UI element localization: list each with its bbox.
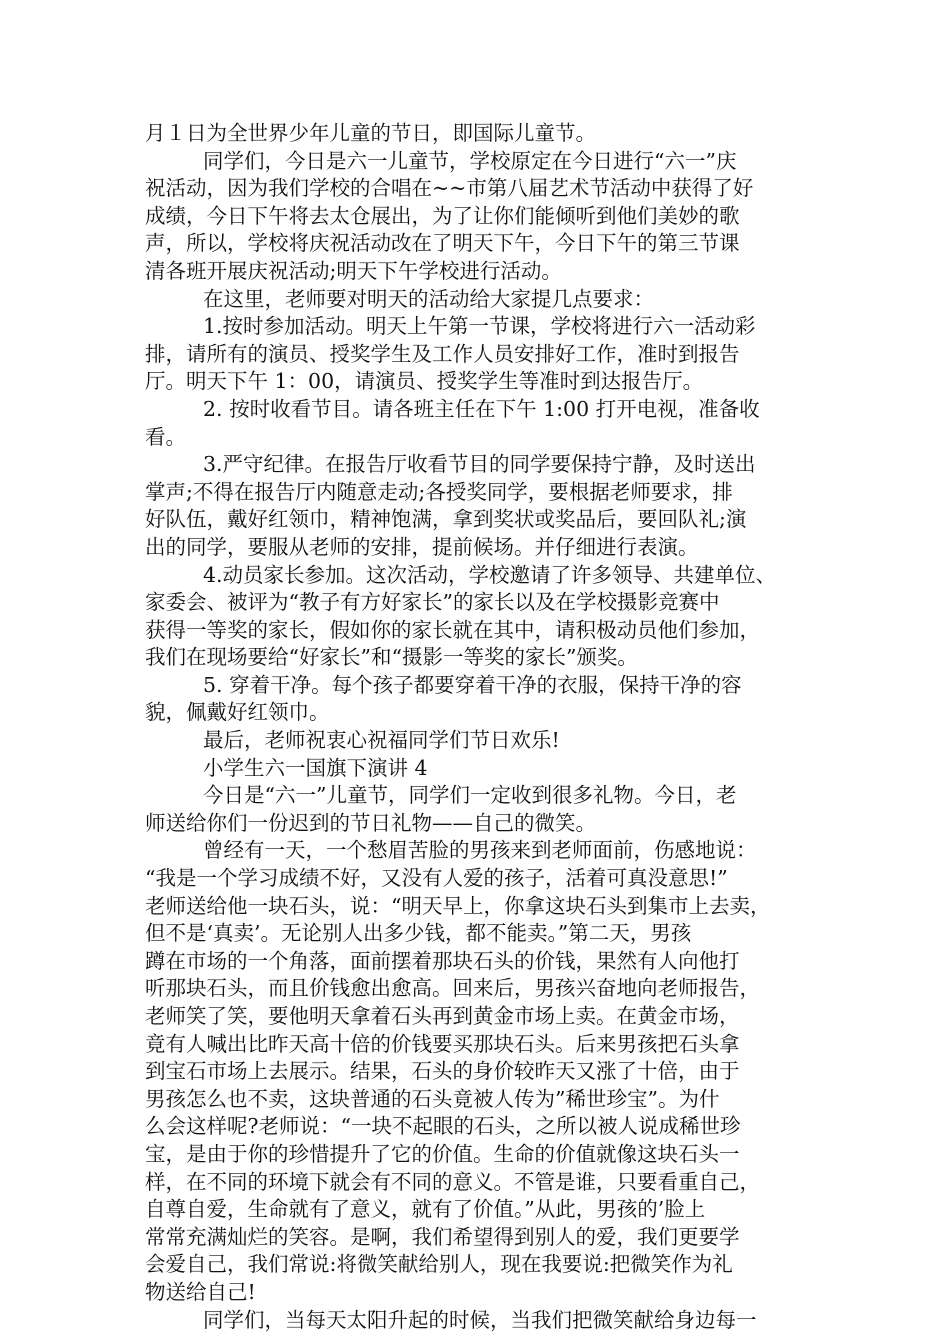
text-line: 1.按时参加活动。明天上午第一节课，学校将进行六一活动彩 <box>203 314 756 339</box>
text-line: 掌声;不得在报告厅内随意走动;各授奖同学，要根据老师要求，排 <box>145 479 733 504</box>
text-line: 曾经有一天，一个愁眉苦脸的男孩来到老师面前，伤感地说： <box>203 838 757 863</box>
text-line: 3.严守纪律。在报告厅收看节目的同学要保持宁静，及时送出 <box>203 452 756 477</box>
text-line: 宝，是由于你的珍惜提升了它的价值。生命的价值就像这块石头一 <box>145 1141 740 1166</box>
text-line: 今日是“六一”儿童节，同学们一定收到很多礼物。今日，老 <box>203 783 737 808</box>
text-line: 物送给自己! <box>145 1279 256 1304</box>
text-line: 老师笑了笑，要他明天拿着石头再到黄金市场上卖。在黄金市场， <box>145 1004 740 1028</box>
text-line: 在这里，老师要对明天的活动给大家提几点要求： <box>203 286 654 311</box>
text-line: 会爱自己，我们常说:将微笑献给别人，现在我要说:把微笑作为礼 <box>145 1252 733 1277</box>
text-line: 听那块石头，而且价钱愈出愈高。回来后，男孩兴奋地向老师报告， <box>145 976 760 1001</box>
text-line: 祝活动，因为我们学校的合唱在~~市第八届艺术节活动中获得了好 <box>145 176 754 201</box>
text-line: 成绩，今日下午将去太仓展出，为了让你们能倾听到他们美妙的歌 <box>145 203 740 228</box>
text-line: 排，请所有的演员、授奖学生及工作人员安排好工作，准时到报告 <box>145 341 740 366</box>
text-line: 常常充满灿烂的笑容。是啊，我们希望得到别人的爱，我们更要学 <box>145 1224 740 1249</box>
text-line: 月１日为全世界少年儿童的节日，即国际儿童节。 <box>145 121 596 145</box>
text-line: 最后，老师祝衷心祝福同学们节日欢乐! <box>203 728 560 753</box>
text-line: 到宝石市场上去展示。结果，石头的身价较昨天又涨了十倍，由于 <box>145 1059 740 1084</box>
text-line: 看。 <box>145 424 186 449</box>
document-body <box>145 120 807 1334</box>
text-line: 老师送给他一块石头，说：“明天早上，你拿这块石头到集市上去卖， <box>145 893 771 918</box>
text-line: 竟有人喊出比昨天高十倍的价钱要买那块石头。后来男孩把石头拿 <box>145 1031 740 1056</box>
text-line: 同学们，今日是六一儿童节，学校原定在今日进行“六一”庆 <box>203 148 737 173</box>
text-line: 貌，佩戴好红领巾。 <box>145 700 330 725</box>
text-line: 我们在现场要给“好家长”和“摄影一等奖的家长”颁奖。 <box>145 645 638 670</box>
section-heading: 小学生六一国旗下演讲 4 <box>203 755 428 780</box>
text-line: 蹲在市场的一个角落，面前摆着那块石头的价钱，果然有人向他打 <box>145 948 740 973</box>
text-line: 好队伍，戴好红领巾，精神饱满，拿到奖状或奖品后，要回队礼;演 <box>145 507 747 532</box>
text-line: 师送给你们一份迟到的节日礼物——自己的微笑。 <box>145 810 596 835</box>
text-line: 厅。明天下午 1：00，请演员、授奖学生等准时到达报告厅。 <box>145 369 704 394</box>
text-line: 4.动员家长参加。这次活动，学校邀请了许多领导、共建单位、 <box>203 562 777 587</box>
text-line: 自尊自爱，生命就有了意义，就有了价值。”从此，男孩的’脸上 <box>145 1197 706 1222</box>
text-line: 2. 按时收看节目。请各班主任在下午 1:00 打开电视，准备收 <box>203 396 760 421</box>
text-line: 样，在不同的环境下就会有不同的意义。不管是谁，只要看重自己， <box>145 1169 760 1194</box>
text-line: 但不是‘真卖’。无论别人出多少钱，都不能卖。”第二天，男孩 <box>145 921 692 946</box>
text-line: 出的同学，要服从老师的安排，提前候场。并仔细进行表演。 <box>145 534 699 559</box>
text-line: 家委会、被评为“教子有方好家长”的家长以及在学校摄影竞赛中 <box>145 590 720 615</box>
text-line: 5. 穿着干净。每个孩子都要穿着干净的衣服，保持干净的容 <box>203 672 742 697</box>
text-line: “我是一个学习成绩不好，又没有人爱的孩子，活着可真没意思!” <box>145 866 728 891</box>
text-line: 男孩怎么也不卖，这块普通的石头竟被人传为”稀世珍宝”。为什 <box>145 1086 720 1111</box>
text-line: 同学们，当每天太阳升起的时候，当我们把微笑献给身边每一 <box>203 1307 757 1332</box>
text-line: 么会这样呢?老师说：“一块不起眼的石头，之所以被人说成稀世珍 <box>145 1114 741 1139</box>
text-line: 清各班开展庆祝活动;明天下午学校进行活动。 <box>145 258 562 283</box>
text-line: 获得一等奖的家长，假如你的家长就在其中，请积极动员他们参加， <box>145 617 760 642</box>
text-line: 声，所以，学校将庆祝活动改在了明天下午，今日下午的第三节课 <box>145 231 740 256</box>
